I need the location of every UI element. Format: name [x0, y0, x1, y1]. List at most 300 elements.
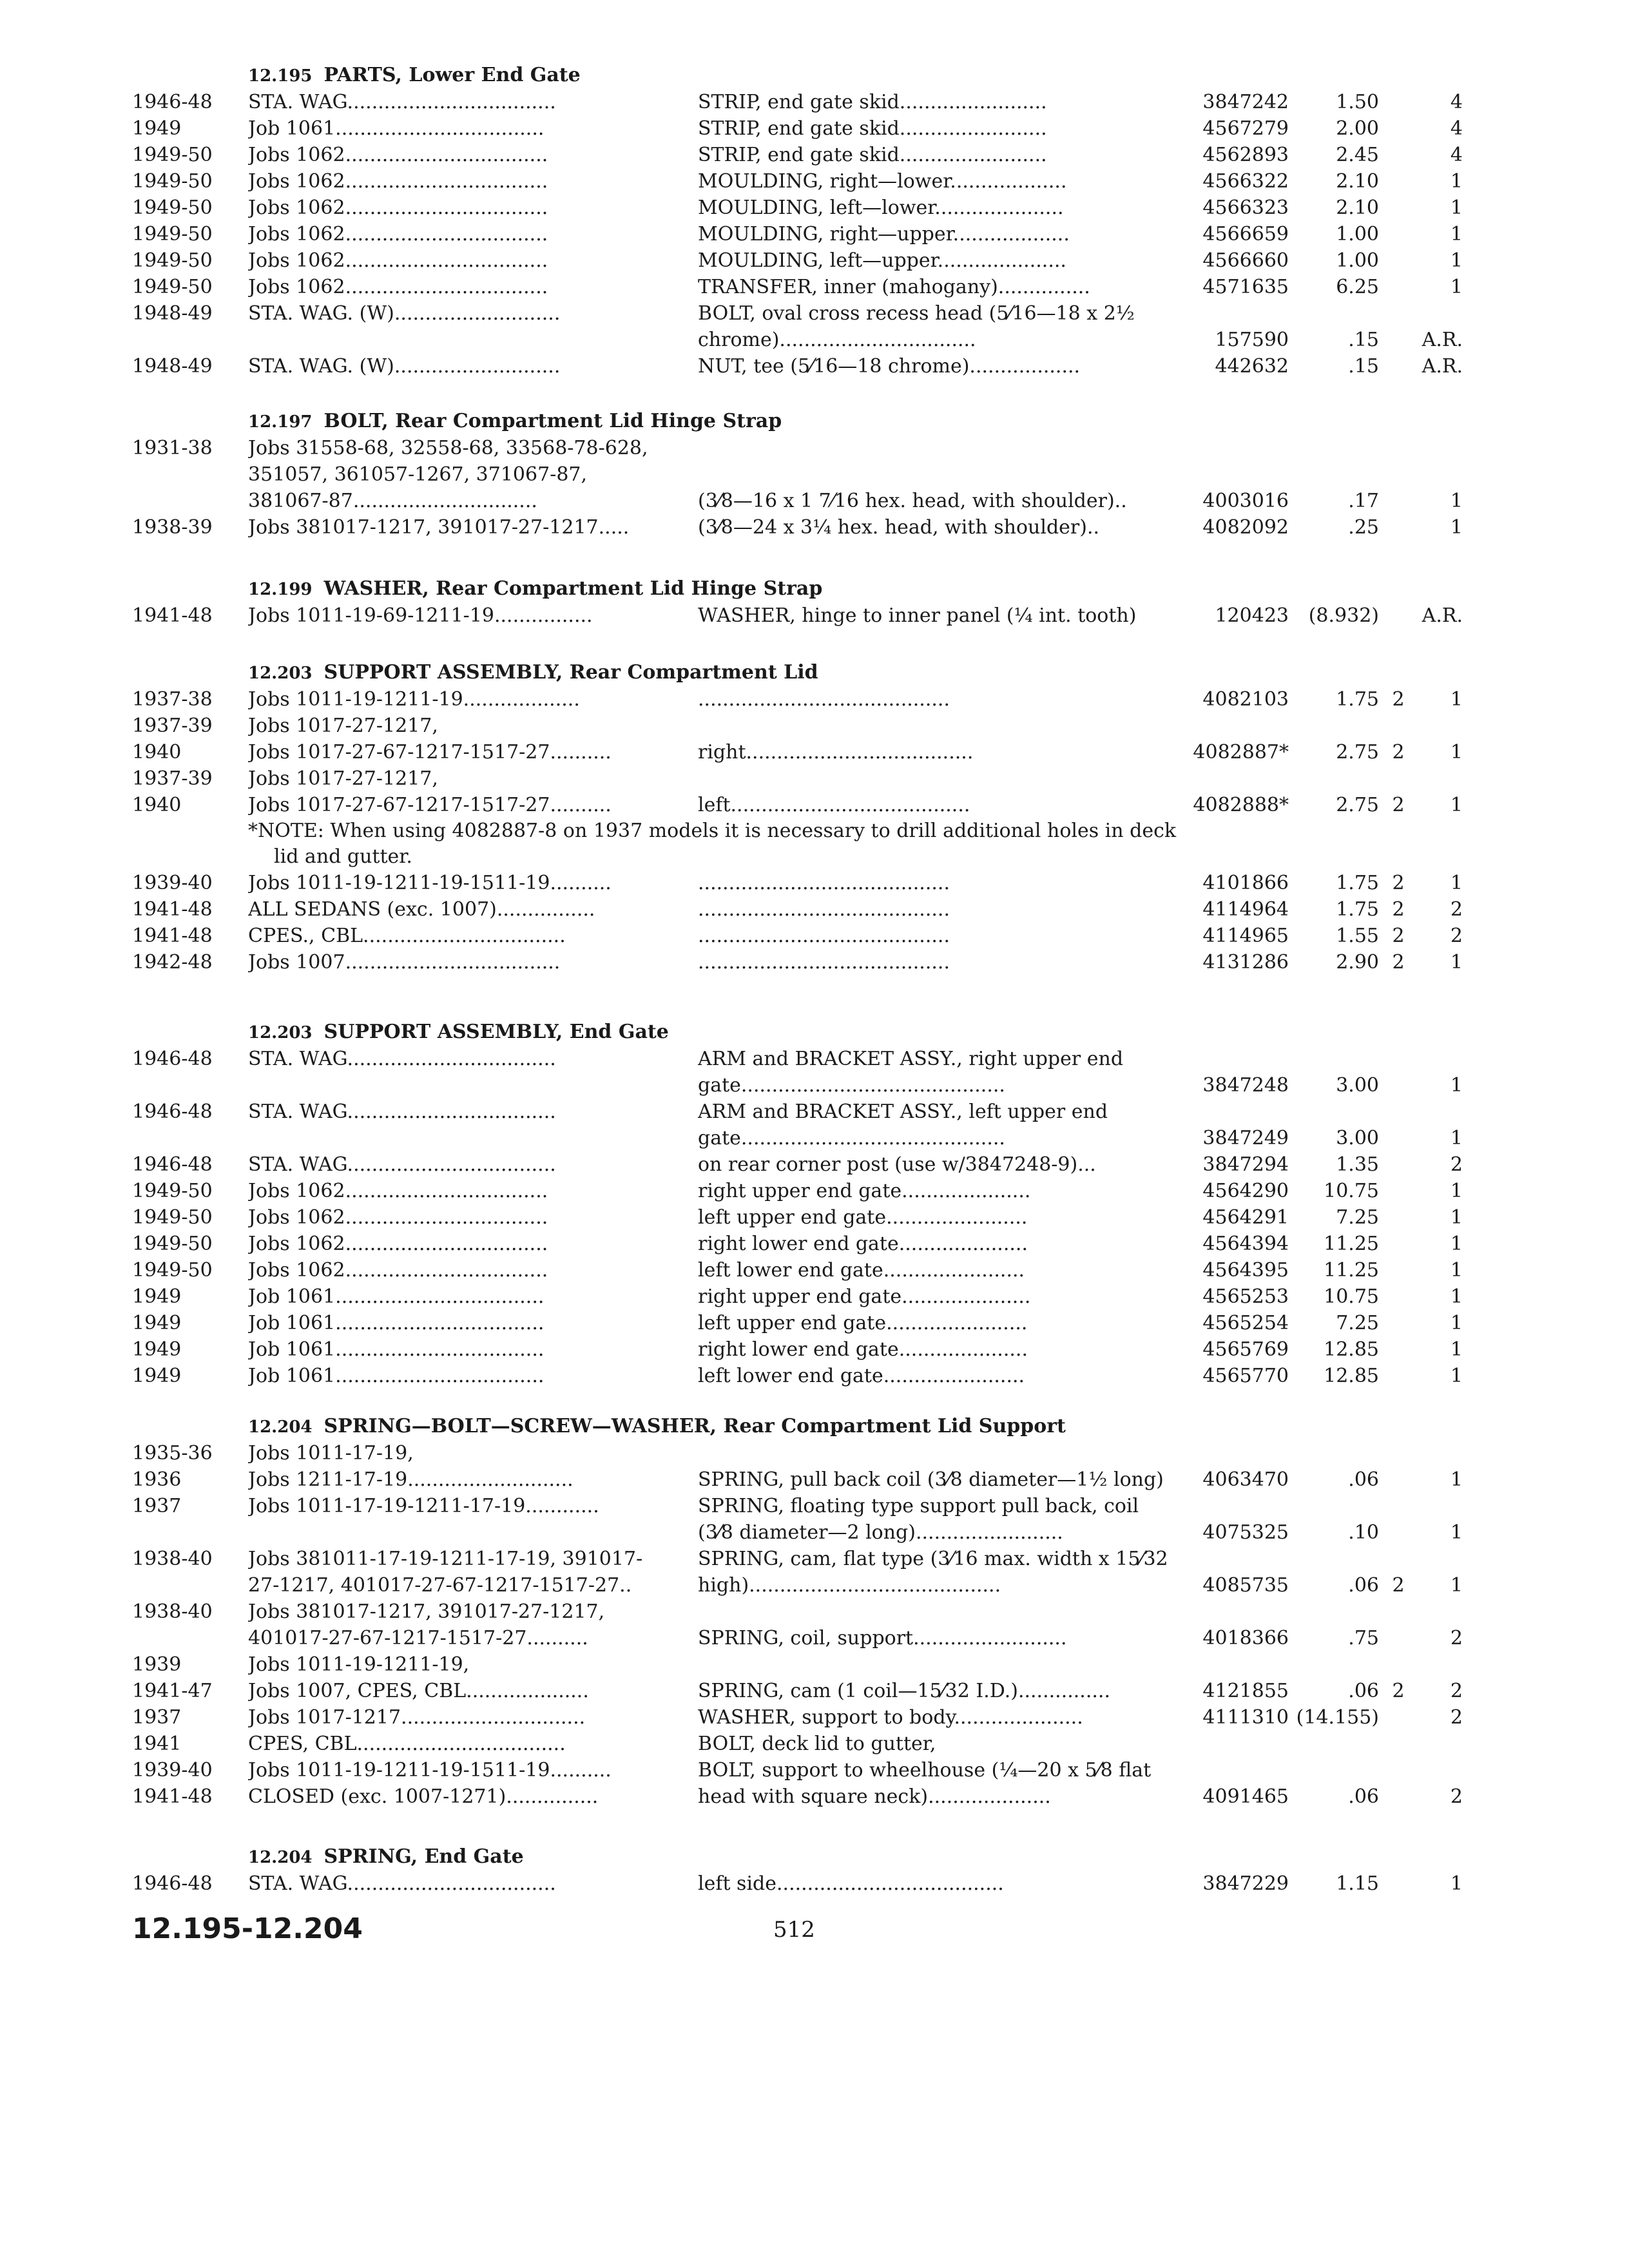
table-row: [0, 514, 1629, 541]
table-row: [0, 168, 1629, 195]
table-row: [0, 1151, 1629, 1178]
group-cell: 2: [1392, 925, 1405, 947]
part-number-cell: 4564394: [1202, 1233, 1289, 1255]
quantity-cell: 1: [1450, 951, 1463, 974]
part-number-cell: 3847249: [1202, 1127, 1289, 1149]
description-cell: STRIP, end gate skid........................: [698, 91, 1047, 113]
model-cell: Jobs 1062.................................: [248, 249, 548, 272]
model-cell: Jobs 1062.................................: [248, 1233, 548, 1255]
group-cell: 2: [1392, 898, 1405, 921]
table-row: [0, 1231, 1629, 1258]
quantity-cell: 1: [1450, 1127, 1463, 1149]
price-cell: 2.00: [1336, 117, 1379, 140]
model-cell: Jobs 1017-1217..............................: [248, 1706, 586, 1729]
description-cell: .........................................: [698, 925, 950, 947]
year-cell: 1938-40: [132, 1548, 213, 1570]
table-row: [0, 1704, 1629, 1731]
quantity-cell: 2: [1450, 1706, 1463, 1729]
page-number: 512: [773, 1917, 815, 1943]
year-cell: 1937-39: [132, 715, 213, 737]
model-cell: Jobs 1011-17-19,: [248, 1442, 414, 1465]
model-cell: Job 1061..................................: [248, 1285, 545, 1308]
part-number-cell: 4082103: [1202, 688, 1289, 711]
table-row: [0, 1783, 1629, 1811]
part-number-cell: 4567279: [1202, 117, 1289, 140]
part-number-cell: 4082888*: [1193, 794, 1289, 816]
quantity-cell: 1: [1450, 1233, 1463, 1255]
table-row: [0, 1363, 1629, 1390]
price-cell: 2.45: [1336, 144, 1379, 166]
table-row: [0, 949, 1629, 976]
quantity-cell: 1: [1450, 197, 1463, 219]
quantity-cell: A.R.: [1422, 329, 1463, 351]
description-cell: gate...........................................: [698, 1074, 1005, 1097]
year-cell: 1949-50: [132, 1259, 213, 1282]
year-cell: 1946-48: [132, 1153, 213, 1176]
group-cell: 2: [1392, 1680, 1405, 1702]
description-cell: WASHER, support to body.....................: [698, 1706, 1083, 1729]
model-cell: Job 1061..................................: [248, 1338, 545, 1361]
price-cell: 7.25: [1336, 1206, 1379, 1229]
part-number-cell: 3847294: [1202, 1153, 1289, 1176]
model-cell: Jobs 1011-17-19-1211-17-19............: [248, 1495, 599, 1517]
year-cell: 1941-48: [132, 1785, 213, 1808]
part-number-cell: 4085735: [1202, 1574, 1289, 1597]
price-cell: 1.50: [1336, 91, 1379, 113]
part-number-cell: 4566660: [1202, 249, 1289, 272]
price-cell: 10.75: [1324, 1180, 1379, 1202]
price-cell: .06: [1348, 1680, 1379, 1702]
part-number-cell: 4114964: [1202, 898, 1289, 921]
description-cell: .........................................: [698, 688, 950, 711]
part-number-cell: 3847242: [1202, 91, 1289, 113]
year-cell: 1941-48: [132, 925, 213, 947]
description-cell: BOLT, deck lid to gutter,: [698, 1733, 936, 1755]
part-number-cell: 4063470: [1202, 1468, 1289, 1491]
table-row: [0, 1546, 1629, 1573]
table-row: [0, 142, 1629, 169]
table-row: [0, 765, 1629, 793]
quantity-cell: 4: [1450, 144, 1463, 166]
description-cell: SPRING, cam (1 coil—15⁄32 I.D.)...............: [698, 1680, 1110, 1702]
table-row: [0, 1678, 1629, 1705]
price-cell: .25: [1348, 516, 1379, 539]
year-cell: 1949-50: [132, 1233, 213, 1255]
section-number: 12.199: [248, 580, 313, 599]
year-cell: 1946-48: [132, 91, 213, 113]
year-cell: 1942-48: [132, 951, 213, 974]
section-note-continued: lid and gutter.: [274, 845, 412, 868]
model-cell: 381067-87..............................: [248, 490, 537, 512]
model-cell: Jobs 1017-27-1217,: [248, 715, 438, 737]
part-number-cell: 4003016: [1202, 490, 1289, 512]
year-cell: 1937-39: [132, 767, 213, 790]
table-row: [0, 870, 1629, 897]
year-cell: 1949: [132, 1312, 182, 1334]
part-number-cell: 4082092: [1202, 516, 1289, 539]
model-cell: Jobs 1017-27-67-1217-1517-27..........: [248, 794, 612, 816]
price-cell: 1.75: [1336, 898, 1379, 921]
quantity-cell: 1: [1450, 1872, 1463, 1895]
quantity-cell: 2: [1450, 1785, 1463, 1808]
table-row: [0, 1072, 1629, 1099]
group-cell: 2: [1392, 872, 1405, 894]
price-cell: 12.85: [1324, 1365, 1379, 1387]
table-row: [0, 1651, 1629, 1678]
group-cell: 2: [1392, 794, 1405, 816]
description-cell: .........................................: [698, 872, 950, 894]
table-row: [0, 195, 1629, 222]
price-cell: 2.10: [1336, 197, 1379, 219]
model-cell: Jobs 381017-1217, 391017-27-1217,: [248, 1600, 605, 1623]
description-cell: STRIP, end gate skid........................: [698, 117, 1047, 140]
section-title: SUPPORT ASSEMBLY, Rear Compartment Lid: [323, 661, 818, 684]
year-cell: 1939-40: [132, 1759, 213, 1782]
year-cell: 1949-50: [132, 223, 213, 245]
price-cell: 11.25: [1324, 1259, 1379, 1282]
year-cell: 1949: [132, 1365, 182, 1387]
price-cell: 1.15: [1336, 1872, 1379, 1895]
year-cell: 1948-49: [132, 302, 213, 325]
table-row: [0, 713, 1629, 740]
price-cell: .10: [1348, 1521, 1379, 1544]
description-cell: left lower end gate.......................: [698, 1365, 1025, 1387]
part-number-cell: 4564290: [1202, 1180, 1289, 1202]
year-cell: 1931-38: [132, 437, 213, 459]
year-cell: 1949-50: [132, 1206, 213, 1229]
description-cell: MOULDING, left—upper.....................: [698, 249, 1066, 272]
model-cell: Jobs 31558-68, 32558-68, 33568-78-628,: [248, 437, 648, 459]
model-cell: 27-1217, 401017-27-67-1217-1517-27..: [248, 1574, 632, 1597]
model-cell: Jobs 1017-27-67-1217-1517-27..........: [248, 741, 612, 764]
year-cell: 1949-50: [132, 249, 213, 272]
part-number-cell: 4114965: [1202, 925, 1289, 947]
description-cell: WASHER, hinge to inner panel (¼ int. tooth): [698, 604, 1137, 627]
quantity-cell: 1: [1450, 276, 1463, 298]
section-title: SUPPORT ASSEMBLY, End Gate: [323, 1021, 669, 1043]
table-row: [0, 1336, 1629, 1363]
part-number-cell: 442632: [1215, 355, 1289, 378]
group-cell: 2: [1392, 951, 1405, 974]
description-cell: on rear corner post (use w/3847248-9)...: [698, 1153, 1096, 1176]
table-row: [0, 896, 1629, 923]
year-cell: 1949-50: [132, 197, 213, 219]
model-cell: Jobs 1062.................................: [248, 223, 548, 245]
description-cell: left lower end gate.......................: [698, 1259, 1025, 1282]
model-cell: Jobs 381011-17-19-1211-17-19, 391017-: [248, 1548, 643, 1570]
year-cell: 1949-50: [132, 170, 213, 193]
year-cell: 1946-48: [132, 1100, 213, 1123]
part-number-cell: 4565254: [1202, 1312, 1289, 1334]
description-cell: (3⁄8—16 x 1 7⁄16 hex. head, with shoulder)..: [698, 490, 1127, 512]
table-row: [0, 739, 1629, 766]
description-cell: MOULDING, left—lower.....................: [698, 197, 1064, 219]
year-cell: 1949: [132, 117, 182, 140]
quantity-cell: 1: [1450, 1312, 1463, 1334]
quantity-cell: 1: [1450, 741, 1463, 764]
quantity-cell: 2: [1450, 1680, 1463, 1702]
table-row: [0, 1466, 1629, 1494]
section-title: PARTS, Lower End Gate: [323, 64, 581, 86]
table-row: [0, 1625, 1629, 1652]
model-cell: Jobs 1062.................................: [248, 197, 548, 219]
description-cell: SPRING, coil, support.........................: [698, 1627, 1067, 1649]
year-cell: 1938-40: [132, 1600, 213, 1623]
year-cell: 1939-40: [132, 872, 213, 894]
part-number-cell: 3847229: [1202, 1872, 1289, 1895]
table-row: [0, 1870, 1629, 1898]
part-number-cell: 4082887*: [1193, 741, 1289, 764]
quantity-cell: 1: [1450, 1259, 1463, 1282]
part-number-cell: 4564395: [1202, 1259, 1289, 1282]
table-row: [0, 1757, 1629, 1784]
price-cell: 2.75: [1336, 741, 1379, 764]
model-cell: STA. WAG. (W)...........................: [248, 302, 561, 325]
part-number-cell: 3847248: [1202, 1074, 1289, 1097]
quantity-cell: 2: [1450, 1627, 1463, 1649]
table-row: [0, 1519, 1629, 1546]
part-number-cell: 4131286: [1202, 951, 1289, 974]
section-heading: [248, 575, 822, 602]
price-cell: 2.10: [1336, 170, 1379, 193]
description-cell: gate...........................................: [698, 1127, 1005, 1149]
section-heading: [248, 408, 782, 435]
table-row: [0, 1257, 1629, 1284]
description-cell: BOLT, support to wheelhouse (¼—20 x 5⁄8 flat: [698, 1759, 1152, 1782]
quantity-cell: 1: [1450, 516, 1463, 539]
year-cell: 1949-50: [132, 1180, 213, 1202]
part-number-cell: 4018366: [1202, 1627, 1289, 1649]
year-cell: 1946-48: [132, 1872, 213, 1895]
model-cell: Jobs 1062.................................: [248, 170, 548, 193]
table-row: [0, 792, 1629, 819]
quantity-cell: 2: [1450, 925, 1463, 947]
model-cell: Jobs 1062.................................: [248, 144, 548, 166]
model-cell: Job 1061..................................: [248, 1312, 545, 1334]
description-cell: .........................................: [698, 951, 950, 974]
part-number-cell: 120423: [1215, 604, 1289, 627]
section-number: 12.197: [248, 412, 313, 432]
quantity-cell: 1: [1450, 1206, 1463, 1229]
description-cell: TRANSFER, inner (mahogany)...............: [698, 276, 1090, 298]
price-cell: 12.85: [1324, 1338, 1379, 1361]
model-cell: Jobs 1062.................................: [248, 1259, 548, 1282]
section-note: *NOTE: When using 4082887-8 on 1937 models it is necessary to drill additional holes in deck: [248, 820, 1177, 842]
model-cell: Jobs 381017-1217, 391017-27-1217.....: [248, 516, 630, 539]
quantity-cell: 2: [1450, 898, 1463, 921]
part-number-cell: 4111310: [1202, 1706, 1289, 1729]
quantity-cell: 1: [1450, 1074, 1463, 1097]
description-cell: head with square neck)....................: [698, 1785, 1051, 1808]
price-cell: 3.00: [1336, 1074, 1379, 1097]
part-number-cell: 4566322: [1202, 170, 1289, 193]
table-row: [0, 1178, 1629, 1205]
table-row: [0, 686, 1629, 713]
part-number-cell: 4565769: [1202, 1338, 1289, 1361]
section-title: SPRING, End Gate: [323, 1845, 524, 1868]
price-cell: 10.75: [1324, 1285, 1379, 1308]
quantity-cell: A.R.: [1422, 604, 1463, 627]
price-cell: 2.90: [1336, 951, 1379, 974]
part-number-cell: 4101866: [1202, 872, 1289, 894]
table-row: [0, 327, 1629, 354]
price-cell: 7.25: [1336, 1312, 1379, 1334]
quantity-cell: 1: [1450, 688, 1463, 711]
table-row: [0, 435, 1629, 462]
price-cell: 1.55: [1336, 925, 1379, 947]
price-cell: (8.932): [1308, 604, 1379, 627]
group-cell: 2: [1392, 741, 1405, 764]
description-cell: MOULDING, right—lower...................: [698, 170, 1067, 193]
table-row: [0, 1572, 1629, 1599]
year-cell: 1941-48: [132, 898, 213, 921]
model-cell: Jobs 1011-19-1211-19-1511-19..........: [248, 872, 612, 894]
price-cell: 1.75: [1336, 688, 1379, 711]
year-cell: 1941: [132, 1733, 182, 1755]
quantity-cell: 1: [1450, 1574, 1463, 1597]
model-cell: 351057, 361057-1267, 371067-87,: [248, 463, 588, 486]
model-cell: Jobs 1011-19-69-1211-19................: [248, 604, 593, 627]
model-cell: Jobs 1011-19-1211-19...................: [248, 688, 580, 711]
price-cell: 2.75: [1336, 794, 1379, 816]
price-cell: 1.00: [1336, 223, 1379, 245]
year-cell: 1940: [132, 794, 182, 816]
year-cell: 1949: [132, 1285, 182, 1308]
year-cell: 1937: [132, 1706, 182, 1729]
section-title: WASHER, Rear Compartment Lid Hinge Strap: [323, 577, 823, 600]
table-row: [0, 1099, 1629, 1126]
section-title: BOLT, Rear Compartment Lid Hinge Strap: [323, 410, 782, 432]
part-number-cell: 4566659: [1202, 223, 1289, 245]
model-cell: 401017-27-67-1217-1517-27..........: [248, 1627, 588, 1649]
model-cell: ALL SEDANS (exc. 1007)................: [248, 898, 595, 921]
description-cell: left upper end gate.......................: [698, 1206, 1028, 1229]
description-cell: right upper end gate.....................: [698, 1180, 1031, 1202]
price-cell: 1.75: [1336, 872, 1379, 894]
model-cell: Jobs 1062.................................: [248, 1206, 548, 1229]
model-cell: Jobs 1062.................................: [248, 1180, 548, 1202]
table-row: [0, 1204, 1629, 1231]
quantity-cell: 2: [1450, 1153, 1463, 1176]
table-row: [0, 461, 1629, 488]
price-cell: .15: [1348, 329, 1379, 351]
section-heading: [248, 1843, 524, 1870]
year-cell: 1941-48: [132, 604, 213, 627]
quantity-cell: A.R.: [1422, 355, 1463, 378]
description-cell: SPRING, pull back coil (3⁄8 diameter—1½ long): [698, 1468, 1164, 1491]
year-cell: 1941-47: [132, 1680, 213, 1702]
table-row: [0, 1310, 1629, 1337]
section-number: 12.203: [248, 1023, 313, 1043]
quantity-cell: 1: [1450, 1338, 1463, 1361]
quantity-cell: 4: [1450, 91, 1463, 113]
table-row: [0, 923, 1629, 950]
table-row: [0, 274, 1629, 301]
table-row: [0, 602, 1629, 629]
table-row: [0, 1731, 1629, 1758]
model-cell: Jobs 1011-19-1211-19-1511-19..........: [248, 1759, 612, 1782]
quantity-cell: 1: [1450, 170, 1463, 193]
section-heading: [248, 659, 818, 686]
table-row: [0, 300, 1629, 327]
description-cell: ARM and BRACKET ASSY., left upper end: [698, 1100, 1108, 1123]
description-cell: NUT, tee (5⁄16—18 chrome)..................: [698, 355, 1081, 378]
description-cell: (3⁄8—24 x 3¼ hex. head, with shoulder)..: [698, 516, 1100, 539]
model-cell: Jobs 1062.................................: [248, 276, 548, 298]
section-heading: [248, 1019, 669, 1046]
quantity-cell: 1: [1450, 1285, 1463, 1308]
quantity-cell: 4: [1450, 117, 1463, 140]
model-cell: CPES., CBL.................................: [248, 925, 566, 947]
year-cell: 1939: [132, 1653, 182, 1676]
part-number-cell: 4121855: [1202, 1680, 1289, 1702]
price-cell: .06: [1348, 1574, 1379, 1597]
year-cell: 1946-48: [132, 1048, 213, 1070]
model-cell: STA. WAG. (W)...........................: [248, 355, 561, 378]
description-cell: chrome)................................: [698, 329, 976, 351]
price-cell: 11.25: [1324, 1233, 1379, 1255]
part-number-cell: 4565253: [1202, 1285, 1289, 1308]
year-cell: 1935-36: [132, 1442, 213, 1465]
model-cell: Job 1061..................................: [248, 1365, 545, 1387]
description-cell: ARM and BRACKET ASSY., right upper end: [698, 1048, 1124, 1070]
description-cell: high).........................................: [698, 1574, 1001, 1597]
price-cell: 3.00: [1336, 1127, 1379, 1149]
description-cell: left side.....................................: [698, 1872, 1004, 1895]
model-cell: CLOSED (exc. 1007-1271)...............: [248, 1785, 599, 1808]
price-cell: 1.00: [1336, 249, 1379, 272]
price-cell: .17: [1348, 490, 1379, 512]
part-number-cell: 4075325: [1202, 1521, 1289, 1544]
section-number: 12.204: [248, 1418, 313, 1437]
price-cell: .06: [1348, 1785, 1379, 1808]
year-cell: 1948-49: [132, 355, 213, 378]
table-row: [0, 1125, 1629, 1152]
table-row: [0, 1440, 1629, 1467]
part-number-cell: 157590: [1215, 329, 1289, 351]
description-cell: STRIP, end gate skid........................: [698, 144, 1047, 166]
price-cell: .15: [1348, 355, 1379, 378]
description-cell: right.....................................: [698, 741, 974, 764]
section-range-code: 12.195-12.204: [132, 1912, 363, 1945]
description-cell: MOULDING, right—upper...................: [698, 223, 1070, 245]
model-cell: STA. WAG..................................: [248, 1100, 556, 1123]
description-cell: (3⁄8 diameter—2 long)........................: [698, 1521, 1063, 1544]
part-number-cell: 4562893: [1202, 144, 1289, 166]
table-row: [0, 247, 1629, 274]
price-cell: 1.35: [1336, 1153, 1379, 1176]
description-cell: SPRING, floating type support pull back, coil: [698, 1495, 1139, 1517]
quantity-cell: 1: [1450, 1180, 1463, 1202]
part-number-cell: 4091465: [1202, 1785, 1289, 1808]
part-number-cell: 4566323: [1202, 197, 1289, 219]
quantity-cell: 1: [1450, 794, 1463, 816]
part-number-cell: 4564291: [1202, 1206, 1289, 1229]
table-row: [0, 1493, 1629, 1520]
year-cell: 1949-50: [132, 276, 213, 298]
part-number-cell: 4565770: [1202, 1365, 1289, 1387]
model-cell: STA. WAG..................................: [248, 1048, 556, 1070]
year-cell: 1936: [132, 1468, 182, 1491]
quantity-cell: 1: [1450, 1468, 1463, 1491]
quantity-cell: 1: [1450, 223, 1463, 245]
price-cell: 6.25: [1336, 276, 1379, 298]
quantity-cell: 1: [1450, 872, 1463, 894]
group-cell: 2: [1392, 1574, 1405, 1597]
section-title: SPRING—BOLT—SCREW—WASHER, Rear Compartment Lid Support: [323, 1415, 1066, 1437]
price-cell: .75: [1348, 1627, 1379, 1649]
description-cell: left.......................................: [698, 794, 970, 816]
